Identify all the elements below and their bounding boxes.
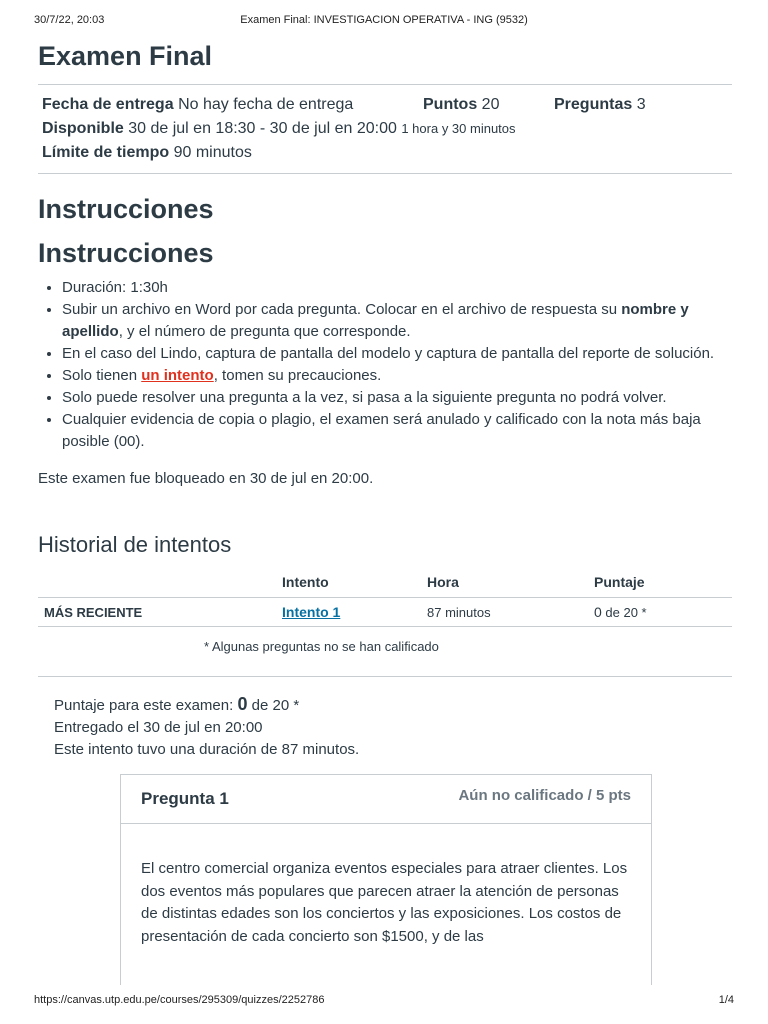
print-page-title: Examen Final: INVESTIGACION OPERATIVA - ING (9532): [240, 14, 528, 26]
attempt-history-heading: Historial de intentos: [38, 532, 232, 557]
time-limit-label: Límite de tiempo: [42, 144, 170, 161]
table-header-row: [38, 567, 732, 598]
due-label: Fecha de entrega: [42, 96, 174, 113]
instructions-list: [38, 277, 732, 453]
due-value: No hay fecha de entrega: [178, 96, 354, 113]
print-page-count: 1/4: [718, 994, 734, 1006]
column-header: Intento: [282, 574, 329, 590]
duration-line: Este intento tuvo una duración de 87 minutos.: [54, 741, 360, 758]
list-item: • En el caso del Lindo, captura de pantalla del modelo y captura de pantalla del reporte de solución.: [62, 343, 732, 365]
table-row: [38, 598, 732, 627]
due-date: [42, 96, 353, 113]
score-summary: [38, 693, 732, 761]
print-header: [34, 14, 734, 30]
list-item: • Cualquier evidencia de copia o plagio, el examen será anulado y calificado con la nota más baja posible (00).: [62, 409, 732, 453]
divider: [38, 173, 732, 174]
questions-label: Preguntas: [554, 96, 633, 113]
column-header: [38, 567, 276, 598]
questions-value: 3: [636, 96, 646, 113]
points: [423, 93, 499, 117]
quiz-content: [38, 36, 732, 985]
attempt-cell: [276, 598, 421, 627]
question-status: Aún no calificado / 5 pts: [458, 787, 631, 804]
time-limit-value: 90 minutos: [173, 144, 252, 161]
question-header: [121, 775, 651, 824]
attempt-history-table: [38, 567, 732, 627]
list-item: • Solo puede resolver una pregunta a la vez, si pasa a la siguiente pregunta no podrá volver.: [62, 387, 732, 409]
score-value: 0: [237, 694, 248, 714]
divider: [38, 676, 732, 677]
print-footer: [34, 994, 734, 1006]
question-text: El centro comercial organiza eventos especiales para atraer clientes. Los dos eventos más populares que parecen atraer la atención de personas de distintas edades son los conciertos y las exposiciones. Los costos de presentación de cada concierto son $1500, y de las: [141, 860, 628, 945]
ungraded-footnote: * Algunas preguntas no se han calificado: [204, 639, 439, 654]
list-item: • Solo tienen un intento, tomen su precauciones.: [62, 365, 732, 387]
attempt-time: 87 minutos: [421, 598, 588, 627]
print-url: https://canvas.utp.edu.pe/courses/295309/quizzes/2252786: [34, 994, 325, 1006]
one-attempt-link[interactable]: un intento: [141, 367, 214, 384]
instructions-subheading: Instrucciones: [38, 238, 214, 268]
bold-text: nombre y apellido: [62, 301, 689, 340]
attempt-link[interactable]: Intento 1: [282, 604, 341, 620]
available-value: 30 de jul en 18:30 - 30 de jul en 20:00: [128, 120, 397, 137]
available-duration: 1 hora y 30 minutos: [401, 121, 516, 136]
quiz-details: [38, 85, 732, 173]
instructions-heading: Instrucciones: [38, 194, 214, 224]
attempt-score: 0 de 20 *: [588, 598, 732, 627]
locked-note: Este examen fue bloqueado en 30 de jul en 20:00.: [38, 470, 374, 487]
points-label: Puntos: [423, 96, 478, 113]
attempt-label: MÁS RECIENTE: [38, 598, 276, 627]
list-item: • Duración: 1:30h: [62, 277, 732, 299]
quiz-title: Examen Final: [38, 41, 213, 71]
column-header: Hora: [427, 574, 459, 590]
points-value: 20: [481, 96, 500, 113]
print-datetime: 30/7/22, 20:03: [34, 14, 105, 26]
score-line: Puntaje para este examen: 0 de 20 *: [54, 694, 300, 714]
question-count: [554, 93, 646, 117]
list-item: • Subir un archivo en Word por cada pregunta. Colocar en el archivo de respuesta su nombre y apellido, y el número de pregunta que corresponde.: [62, 299, 732, 343]
column-header: Puntaje: [594, 574, 645, 590]
submitted-line: Entregado el 30 de jul en 20:00: [54, 719, 263, 736]
question-title: Pregunta 1: [141, 789, 229, 808]
question-card: [120, 774, 652, 985]
available-label: Disponible: [42, 120, 124, 137]
